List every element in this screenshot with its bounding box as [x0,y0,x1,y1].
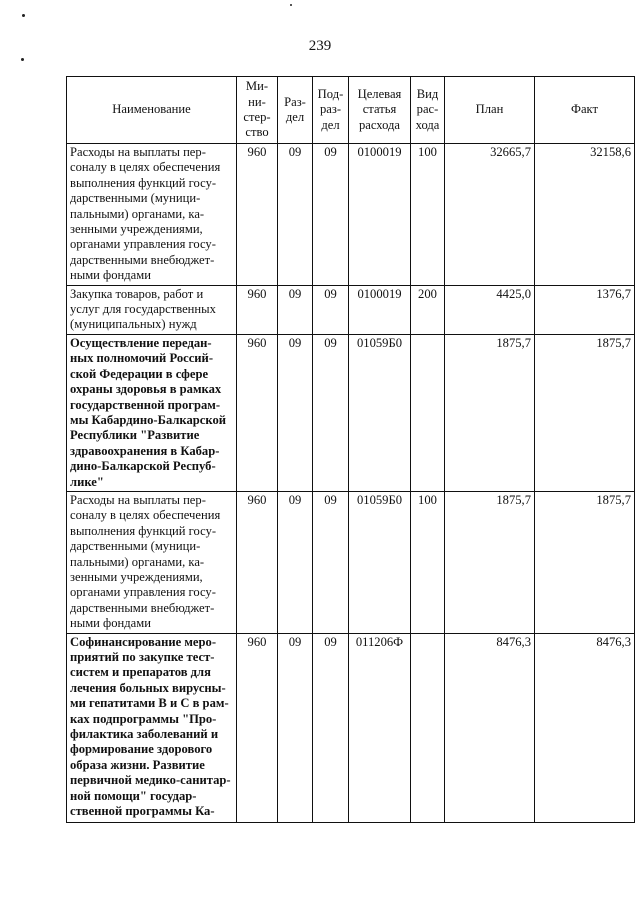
cell-section: 09 [278,285,313,334]
cell-ministry: 960 [237,285,278,334]
cell-plan: 1875,7 [445,334,535,491]
cell-plan: 32665,7 [445,144,535,286]
cell-ministry: 960 [237,633,278,822]
cell-target: 01059Б0 [349,334,411,491]
table-row [67,144,635,286]
page-number: 239 [308,38,332,54]
cell-subsection: 09 [313,633,349,822]
cell-subsection: 09 [313,334,349,491]
cell-name: Расходы на выплаты пер-соналу в целях обеспечения выполнения функций госу-дарственными (муници-пальными) органами, ка-зенными учреждениями, органами управления госу-дарственными внебюджет-ными фондами [67,144,237,286]
scan-speck [22,14,25,17]
cell-subsection: 09 [313,491,349,633]
cell-subsection: 09 [313,144,349,286]
cell-section: 09 [278,633,313,822]
cell-ministry: 960 [237,491,278,633]
scan-speck [21,58,24,61]
cell-target: 01059Б0 [349,491,411,633]
cell-expense-type: 100 [411,491,445,633]
cell-plan: 8476,3 [445,633,535,822]
cell-expense-type: 200 [411,285,445,334]
header-expense-type: Вид рас-хода [411,77,445,144]
header-subsection: Под-раз-дел [313,77,349,144]
cell-subsection: 09 [313,285,349,334]
cell-fact: 1376,7 [535,285,635,334]
header-fact: Факт [535,77,635,144]
header-ministry: Ми-ни-стер-ство [237,77,278,144]
cell-ministry: 960 [237,334,278,491]
budget-table [66,76,635,823]
cell-target: 0100019 [349,144,411,286]
cell-name: Закупка товаров, работ и услуг для государственных (муниципальных) нужд [67,285,237,334]
cell-expense-type [411,633,445,822]
cell-target: 0100019 [349,285,411,334]
cell-fact: 1875,7 [535,491,635,633]
cell-fact: 32158,6 [535,144,635,286]
header-name: Наименование [67,77,237,144]
cell-fact: 8476,3 [535,633,635,822]
cell-expense-type [411,334,445,491]
table-row [67,285,635,334]
cell-name: Расходы на выплаты пер-соналу в целях обеспечения выполнения функций госу-дарственными (муници-пальными) органами, ка-зенными учреждениями, органами управления госу-дарственными внебюджет-ными фондами [67,491,237,633]
header-section: Раз-дел [278,77,313,144]
cell-plan: 1875,7 [445,491,535,633]
cell-section: 09 [278,334,313,491]
table-row [67,491,635,633]
table-header-row [67,77,635,144]
cell-section: 09 [278,491,313,633]
table-row [67,633,635,822]
cell-section: 09 [278,144,313,286]
table-row [67,334,635,491]
cell-target: 011206Ф [349,633,411,822]
cell-name: Осуществление передан-ных полномочий Россий-ской Федерации в сфере охраны здоровья в рамках государственной програм-мы Кабардино-Балкарской Республики "Развитие здравоохранения в Кабар-дино-Балкарской Респуб-лике" [67,334,237,491]
header-target: Целевая статья расхода [349,77,411,144]
header-plan: План [445,77,535,144]
cell-ministry: 960 [237,144,278,286]
scan-speck [290,4,292,6]
cell-plan: 4425,0 [445,285,535,334]
cell-fact: 1875,7 [535,334,635,491]
cell-expense-type: 100 [411,144,445,286]
cell-name: Софинансирование меро-приятий по закупке тест-систем и препаратов для лечения больных вирусны-ми гепатитами В и С в рам-ках подпрограммы "Про-филактика заболеваний и формирование здорового образа жизни. Развитие первичной медико-санитар-ной помощи" государ-ственной программы Ка- [67,633,237,822]
